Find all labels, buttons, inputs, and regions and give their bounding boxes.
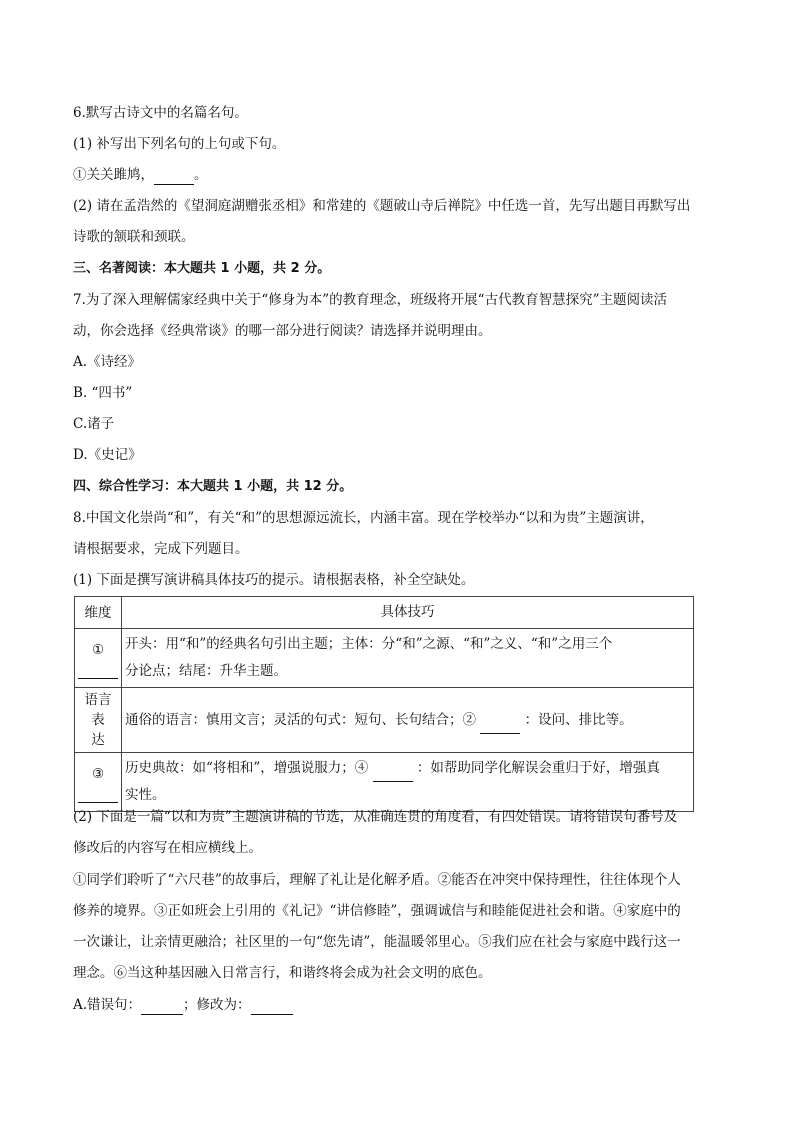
table-row: [75, 753, 694, 812]
q7-option-b: B. “四书”: [73, 385, 133, 401]
q8-line2: 请根据要求，完成下列题目。: [73, 541, 249, 557]
q8-line1: 8.中国文化崇尚“和”，有关“和”的思想源远流长，内涵丰富。现在学校举办“以和为贵”主题演讲，: [73, 510, 654, 526]
passage-line: ①同学们聆听了“六尺巷”的故事后，理解了礼让是化解矛盾。②能否在冲突中保持理性，往往体现个人: [73, 872, 681, 888]
row3-text-b: ：如帮助同学化解误会重归于好，增强真: [416, 760, 660, 776]
answer-a-sep: ；修改为：: [183, 997, 251, 1013]
q6-item1-blank[interactable]: [154, 170, 194, 185]
q6-sub1: (1) 补写出下列名句的上句或下句。: [73, 136, 286, 152]
row2-text-b: ：设问、排比等。: [524, 711, 633, 728]
row2-tech: [122, 688, 694, 753]
section3-heading: 三、名著阅读：本大题共 1 小题，共 2 分。: [73, 261, 331, 276]
row1-blank[interactable]: [78, 662, 118, 679]
row1-dim: [75, 629, 122, 688]
q6-item1-end: 。: [194, 167, 208, 183]
row2-text-a: 通俗的语言：慎用文言；灵活的句式：短句、长句结合；②: [125, 711, 476, 728]
row2-dim-line2: 达: [91, 732, 105, 748]
table-row: [75, 688, 694, 753]
row3-mark: ③: [91, 765, 105, 782]
row1-text-line1: 开头：用“和”的经典名句引出主题；主体：分“和”之源、“和”之义、“和”之用三个: [125, 636, 613, 652]
q8-sub2-line2: 修改后的内容写在相应横线上。: [73, 840, 262, 856]
answer-a-label: A.错误句：: [73, 997, 142, 1013]
row2-blank[interactable]: [480, 719, 520, 734]
table-row: [75, 629, 694, 688]
passage-line: 理念。⑥当这种基因融入日常言行，和谐终将会成为社会文明的底色。: [73, 965, 492, 981]
q7-line1: 7.为了深入理解儒家经典中关于“修身为本”的教育理念，班级将开展“古代教育智慧探究”主题阅读活: [73, 292, 667, 308]
q6-item1-text: ①关关雎鸠，: [73, 167, 154, 183]
row2-dim: [75, 688, 122, 753]
q7-line2: 动，你会选择《经典常谈》的哪一部分进行阅读？请选择并说明理由。: [73, 323, 492, 339]
passage-line: 一次谦让，让亲情更融洽；社区里的一句“您先请”，能温暖邻里心。⑤我们应在社会与家庭中践行这一: [73, 934, 681, 950]
row3-blank-inline[interactable]: [373, 767, 413, 782]
row2-dim-line1: 语言表: [84, 692, 112, 728]
answer-a-row: [73, 995, 293, 1015]
table-header-row: [75, 597, 694, 629]
header-dim: 维度: [75, 597, 122, 629]
answer-a-error-blank[interactable]: [141, 1000, 183, 1015]
answer-a-fix-blank[interactable]: [251, 1000, 293, 1015]
row3-text-a: 历史典故：如“将相和”，增强说服力；④: [125, 760, 369, 776]
row1-mark: ①: [91, 641, 105, 658]
q8-sub1: (1) 下面是撰写演讲稿具体技巧的提示。请根据表格，补全空缺处。: [73, 572, 475, 588]
q8-sub2-line1: (2) 下面是一篇“以和为贵”主题演讲稿的节选，从准确连贯的角度看，有四处错误。请将错误句番号及: [73, 809, 678, 825]
techniques-table: [74, 596, 694, 812]
q6-sub2-line1: (2) 请在孟浩然的《望洞庭湖赠张丞相》和常建的《题破山寺后禅院》中任选一首，先写出题目再默写出: [73, 198, 691, 214]
q6-sub2-line2: 诗歌的颔联和颈联。: [73, 229, 195, 245]
passage-line: 修养的境界。③正如班会上引用的《礼记》“讲信修睦”，强调诚信与和睦能促进社会和谐。④家庭中的: [73, 903, 681, 919]
row1-text-line2: 分论点；结尾：升华主题。: [125, 663, 287, 679]
row3-text-line2: 实性。: [125, 787, 166, 803]
q7-option-a: A.《诗经》: [73, 354, 142, 370]
row1-tech: [122, 629, 694, 688]
header-tech: 具体技巧: [122, 597, 694, 629]
q6-title: 6.默写古诗文中的名篇名句。: [73, 105, 248, 121]
q7-option-d: D.《史记》: [73, 447, 142, 463]
row3-dim: [75, 753, 122, 812]
row3-tech: [122, 753, 694, 812]
q7-option-c: C.诸子: [73, 416, 115, 432]
section4-heading: 四、综合性学习：本大题共 1 小题，共 12 分。: [73, 479, 353, 494]
row3-blank[interactable]: [78, 786, 118, 803]
q6-item1: [73, 165, 208, 185]
